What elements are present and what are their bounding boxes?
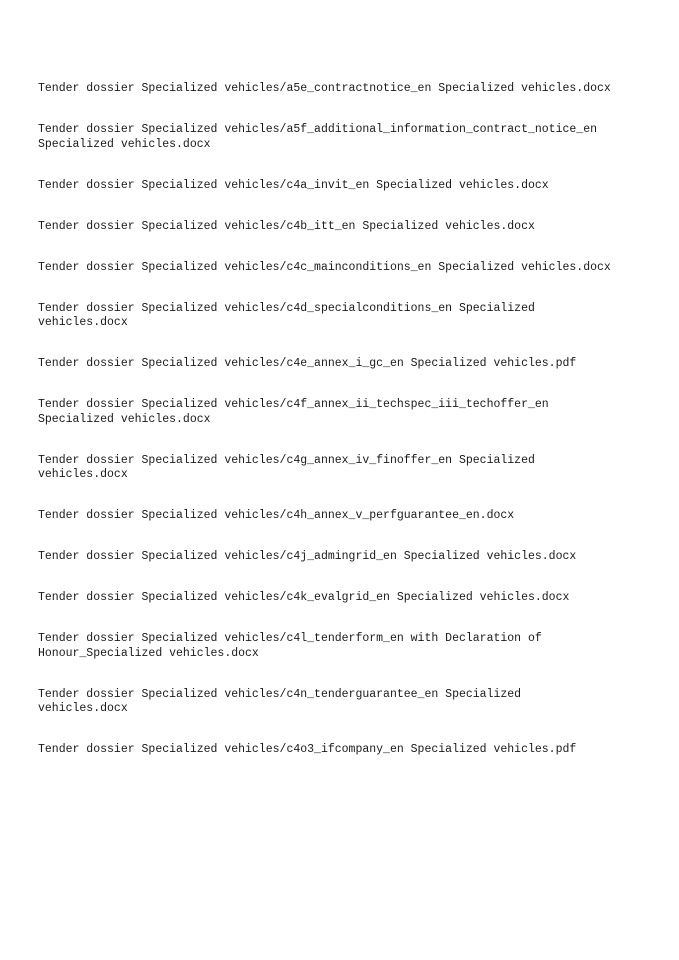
file-entry: Tender dossier Specialized vehicles/c4g_annex_iv_finoffer_en Specialized vehicles.docx <box>38 453 535 481</box>
file-entry: Tender dossier Specialized vehicles/c4d_specialconditions_en Specialized vehicles.docx <box>38 301 535 329</box>
file-entry: Tender dossier Specialized vehicles/c4n_tenderguarantee_en Specialized vehicles.docx <box>38 687 522 715</box>
file-entry: Tender dossier Specialized vehicles/c4j_admingrid_en Specialized vehicles.docx <box>38 550 577 563</box>
file-entry: Tender dossier Specialized vehicles/c4l_tenderform_en with Declaration of Honour_Specialized vehicles.docx <box>38 632 542 660</box>
file-entry: Tender dossier Specialized vehicles/c4c_mainconditions_en Specialized vehicles.docx <box>38 260 611 274</box>
file-entry: Tender dossier Specialized vehicles/c4e_annex_i_gc_en Specialized vehicles.pdf <box>38 357 577 370</box>
file-entry: Tender dossier Specialized vehicles/a5f_additional_information_contract_notice_en Specialized vehicles.docx <box>38 123 597 151</box>
file-list <box>38 82 658 784</box>
file-entry: Tender dossier Specialized vehicles/c4b_itt_en Specialized vehicles.docx <box>38 219 535 233</box>
file-entry: Tender dossier Specialized vehicles/c4k_evalgrid_en Specialized vehicles.docx <box>38 591 570 604</box>
file-entry: Tender dossier Specialized vehicles/c4f_annex_ii_techspec_iii_techoffer_en Specialized vehicles.docx <box>38 398 549 426</box>
file-entry: Tender dossier Specialized vehicles/c4o3_ifcompany_en Specialized vehicles.pdf <box>38 743 577 756</box>
file-entry: Tender dossier Specialized vehicles/c4h_annex_v_perfguarantee_en.docx <box>38 509 515 522</box>
file-entry: Tender dossier Specialized vehicles/c4a_invit_en Specialized vehicles.docx <box>38 178 549 192</box>
file-entry: Tender dossier Specialized vehicles/a5e_contractnotice_en Specialized vehicles.docx <box>38 82 611 95</box>
